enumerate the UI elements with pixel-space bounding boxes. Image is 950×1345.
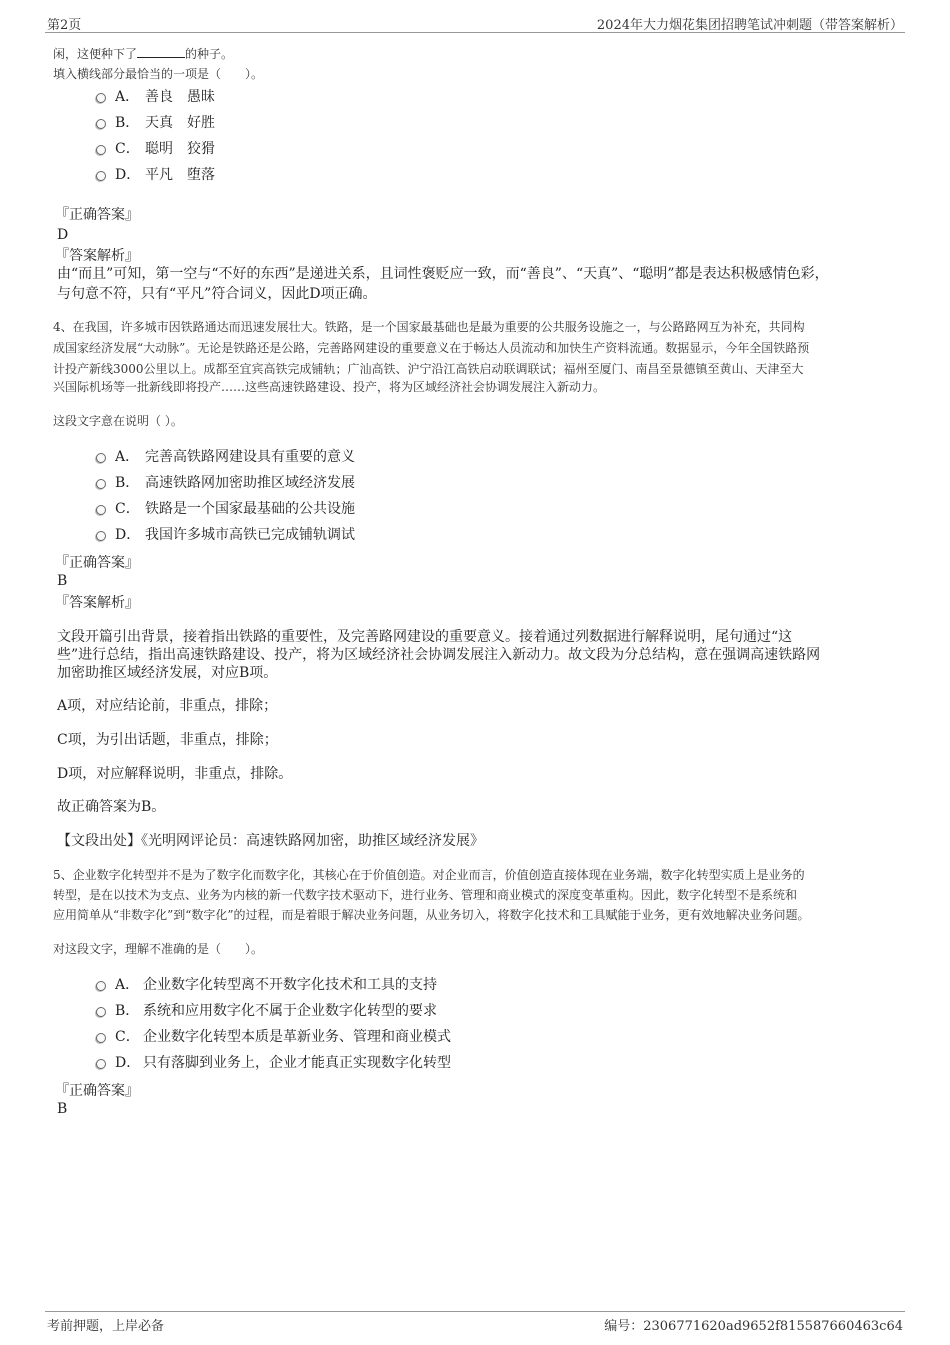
q5-option-c[interactable]: C． 企业数字化转型本质是革新业务、管理和商业模式: [115, 1027, 451, 1047]
q3-answer: D: [57, 227, 69, 243]
q4-stem-line: 计投产新线3000公里以上。成都至宜宾高铁完成铺轨；广汕高铁、沪宁沿江高铁启动联调联试；福州至厦门、南昌至景德镇至黄山、天津至大: [53, 362, 804, 376]
q4-analysis-line: 文段开篇引出背景，接着指出铁路的重要性，及完善路网建设的重要意义。接着通过列数据进行解释说明，尾句通过“这: [57, 629, 793, 645]
q4-analysis-line: 些”进行总结，指出高速铁路建设、投产，将为区域经济社会协调发展注入新动力。故文段为分总结构，意在强调高速铁路网: [57, 647, 821, 663]
q3-analysis-line: 与句意不符，只有“平凡”符合词义，因此D项正确。: [57, 286, 377, 302]
q4-option-b[interactable]: B． 高速铁路网加密助推区域经济发展: [115, 473, 355, 493]
q5-answer-label: 『正确答案』: [55, 1083, 139, 1099]
q4-note: D项，对应解释说明，非重点，排除。: [57, 766, 293, 782]
q5-stem-line: 应用简单从“非数字化”到“数字化”的过程，而是着眼于解决业务问题，从业务切入，将数字化技术和工具赋能于业务，更有效地解决业务问题。: [53, 908, 810, 922]
radio-icon[interactable]: [96, 1033, 106, 1043]
q5-option-d[interactable]: D． 只有落脚到业务上，企业才能真正实现数字化转型: [115, 1053, 451, 1073]
radio-icon[interactable]: [96, 93, 106, 103]
q3-analysis-label: 『答案解析』: [55, 248, 139, 264]
q3-option-c[interactable]: C． 聪明 狡猾: [115, 139, 215, 159]
q4-analysis-line: 加密助推区域经济发展，对应B项。: [57, 665, 278, 681]
page-header: [45, 14, 905, 33]
q4-stem-line: 4、在我国，许多城市因铁路通达而迅速发展壮大。铁路，是一个国家最基础也是最为重要的公共服务设施之一，与公路路网互为补充，共同构: [53, 320, 805, 334]
q5-answer: B: [57, 1101, 68, 1117]
q4-note: 故正确答案为B。: [57, 799, 166, 815]
q3-option-b[interactable]: B． 天真 好胜: [115, 113, 215, 133]
radio-icon[interactable]: [96, 981, 106, 991]
radio-icon[interactable]: [96, 145, 106, 155]
q5-option-b[interactable]: B． 系统和应用数字化不属于企业数字化转型的要求: [115, 1001, 437, 1021]
q4-answer-label: 『正确答案』: [55, 555, 139, 571]
fill-blank: [137, 45, 185, 58]
radio-icon[interactable]: [96, 1059, 106, 1069]
page-footer: [45, 1311, 905, 1332]
q4-stem-line: 成国家经济发展“大动脉”。无论是铁路还是公路，完善路网建设的重要意义在于畅达人员流动和加快生产资料流通。数据显示，今年全国铁路预: [53, 341, 810, 355]
radio-icon[interactable]: [96, 171, 106, 181]
q3-option-d[interactable]: D． 平凡 堕落: [115, 165, 215, 185]
q3-prompt: 填入横线部分最恰当的一项是（ ）。: [53, 67, 264, 81]
q4-option-a[interactable]: A． 完善高铁路网建设具有重要的意义: [115, 447, 355, 467]
q5-option-a[interactable]: A． 企业数字化转型离不开数字化技术和工具的支持: [115, 975, 437, 995]
q3-stem: 闲，这便种下了 的种子。: [53, 47, 234, 61]
radio-icon[interactable]: [96, 1007, 106, 1017]
q3-answer-label: 『正确答案』: [55, 207, 139, 223]
q5-stem-line: 5、企业数字化转型并不是为了数字化而数字化，其核心在于价值创造。对企业而言，价值创造直接体现在业务端，数字化转型实质上是业务的: [53, 868, 805, 882]
page-number: 第2页: [47, 18, 82, 33]
q4-option-c[interactable]: C． 铁路是一个国家最基础的公共设施: [115, 499, 355, 519]
q4-prompt: 这段文字意在说明（ ）。: [53, 414, 183, 428]
q4-stem-line: 兴国际机场等一批新线即将投产……这些高速铁路建设、投产，将为区域经济社会协调发展注入新动力。: [53, 380, 606, 394]
footer-slogan: 考前押题，上岸必备: [47, 1319, 165, 1334]
q5-prompt: 对这段文字，理解不准确的是（ ）。: [53, 942, 264, 956]
radio-icon[interactable]: [96, 479, 106, 489]
q4-note: A项，对应结论前，非重点，排除；: [57, 698, 278, 714]
q3-option-a[interactable]: A． 善良 愚昧: [115, 87, 215, 107]
q4-option-d[interactable]: D． 我国许多城市高铁已完成铺轨调试: [115, 525, 355, 545]
radio-icon[interactable]: [96, 531, 106, 541]
q4-analysis-label: 『答案解析』: [55, 595, 139, 611]
q4-answer: B: [57, 573, 68, 589]
radio-icon[interactable]: [96, 505, 106, 515]
q3-analysis-line: 由“而且”可知，第一空与“不好的东西”是递进关系，且词性褒贬应一致，而“善良”、“天真”、“聪明”都是表达积极感情色彩，: [57, 266, 829, 282]
radio-icon[interactable]: [96, 119, 106, 129]
q4-source: 【文段出处】《光明网评论员：高速铁路网加密，助推区域经济发展》: [57, 833, 484, 849]
radio-icon[interactable]: [96, 453, 106, 463]
document-title: 2024年大力烟花集团招聘笔试冲刺题（带答案解析）: [596, 18, 903, 33]
q4-note: C项，为引出话题，非重点，排除；: [57, 732, 278, 748]
q5-stem-line: 转型，是在以技术为支点、业务为内核的新一代数字技术驱动下，进行业务、管理和商业模式的深度变革重构。因此，数字化转型不是系统和: [53, 888, 798, 902]
document-id: 编号：2306771620ad9652f815587660463c64: [604, 1319, 903, 1334]
